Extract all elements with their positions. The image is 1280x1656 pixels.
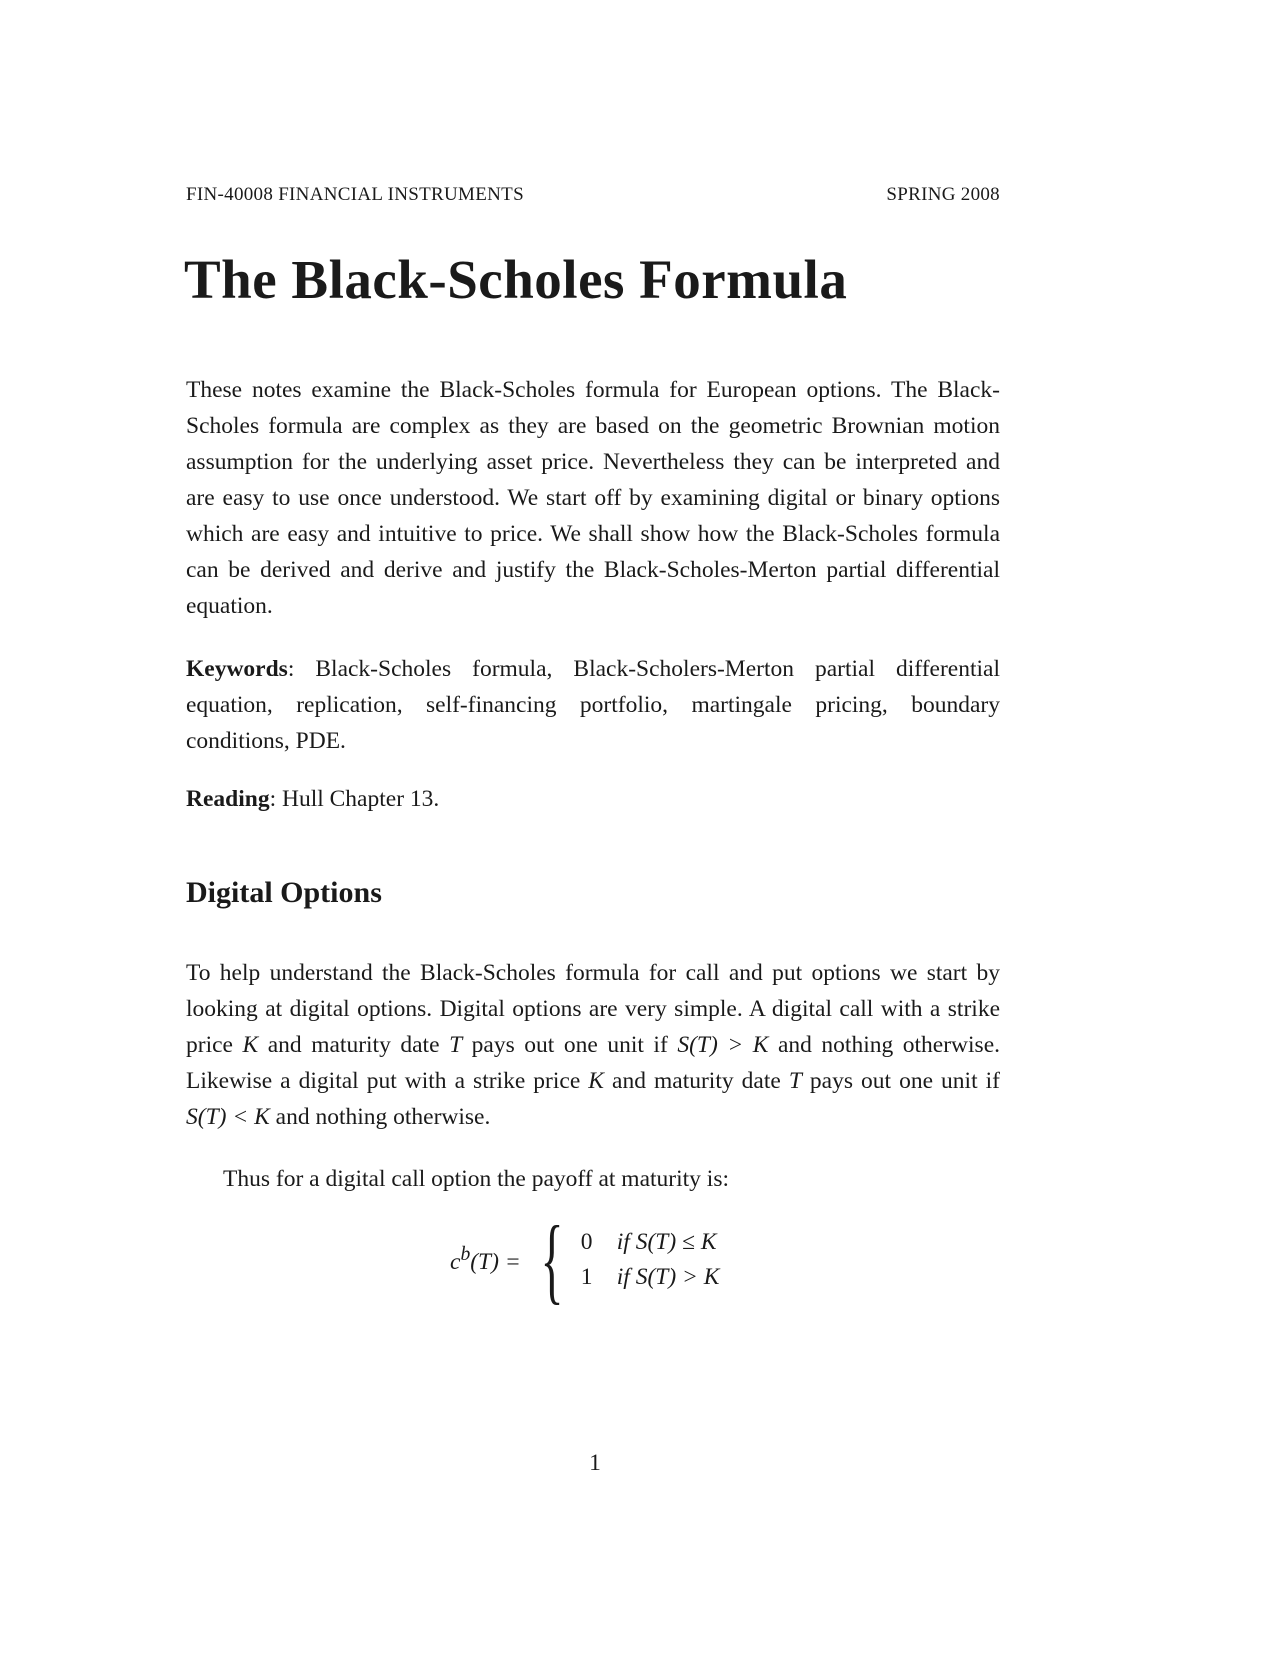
equation-case	[581, 1264, 720, 1291]
math-k: K	[242, 1032, 259, 1058]
equation-lhs-argument: (T) =	[470, 1248, 521, 1275]
keywords-paragraph	[186, 651, 1000, 759]
text-run: and maturity date	[603, 1068, 789, 1094]
abstract-paragraph: These notes examine the Black-Scholes formula for European options. The Black-Scholes formula are complex as they are based on the geometric Brownian motion assumption for the underlying asset price. Nevertheless they can be interpreted and are easy to use once understood. We start off by examining digital or binary options which are easy and intuitive to price. We shall show how the Black-Scholes formula can be derived and derive and justify the Black-Scholes-Merton partial differential equation.	[186, 377, 1000, 619]
keywords-text: : Black-Scholes formula, Black-Scholers-Merton partial differential equation, replication, self-financing portfolio, martingale pricing, boundary conditions, PDE.	[186, 656, 1000, 754]
case-value: 0	[580, 1229, 593, 1255]
text-run: and maturity date	[258, 1032, 450, 1058]
math-t: T	[788, 1068, 802, 1094]
equation-cases	[581, 1229, 720, 1291]
math-condition-call: S(T) > K	[677, 1032, 769, 1058]
running-header	[186, 184, 1000, 206]
case-condition: if S(T) ≤ K	[616, 1229, 717, 1255]
section-title: Digital Options	[186, 876, 382, 909]
math-k: K	[588, 1068, 604, 1094]
equation-lhs-base: c	[450, 1248, 461, 1275]
term-label: SPRING 2008	[886, 184, 1000, 205]
keywords-label: Keywords	[186, 656, 288, 682]
payoff-intro-paragraph: Thus for a digital call option the payoff at maturity is:	[223, 1166, 730, 1192]
reading-paragraph	[186, 781, 1000, 817]
case-value: 1	[580, 1264, 593, 1290]
digital-options-paragraph	[186, 955, 1000, 1135]
reading-label: Reading	[186, 786, 270, 812]
equation-case	[581, 1229, 720, 1256]
math-t: T	[449, 1032, 463, 1058]
text-run: pays out one unit if	[801, 1068, 1000, 1094]
text-run: and nothing otherwise. Likewise a digital put with a strike price	[186, 1032, 1001, 1094]
left-brace: {	[540, 1206, 564, 1313]
text-run: To help understand the Black-Scholes formula for call and put options we start by looking at digital options. Digital options are very simple. A digital call with a strike price	[186, 960, 1000, 1058]
text-run: pays out one unit if	[462, 1032, 678, 1058]
document-title: The Black-Scholes Formula	[184, 249, 848, 310]
equation-lhs-superscript: b	[460, 1244, 471, 1266]
math-condition-put: S(T) < K	[186, 1104, 270, 1130]
course-code: FIN-40008 FINANCIAL INSTRUMENTS	[186, 184, 524, 205]
reading-text: : Hull Chapter 13.	[269, 786, 440, 812]
text-run: and nothing otherwise.	[269, 1104, 491, 1130]
payoff-equation	[450, 1206, 720, 1313]
equation-lhs	[450, 1244, 521, 1276]
page-number: 1	[589, 1450, 601, 1476]
case-condition: if S(T) > K	[616, 1264, 720, 1290]
